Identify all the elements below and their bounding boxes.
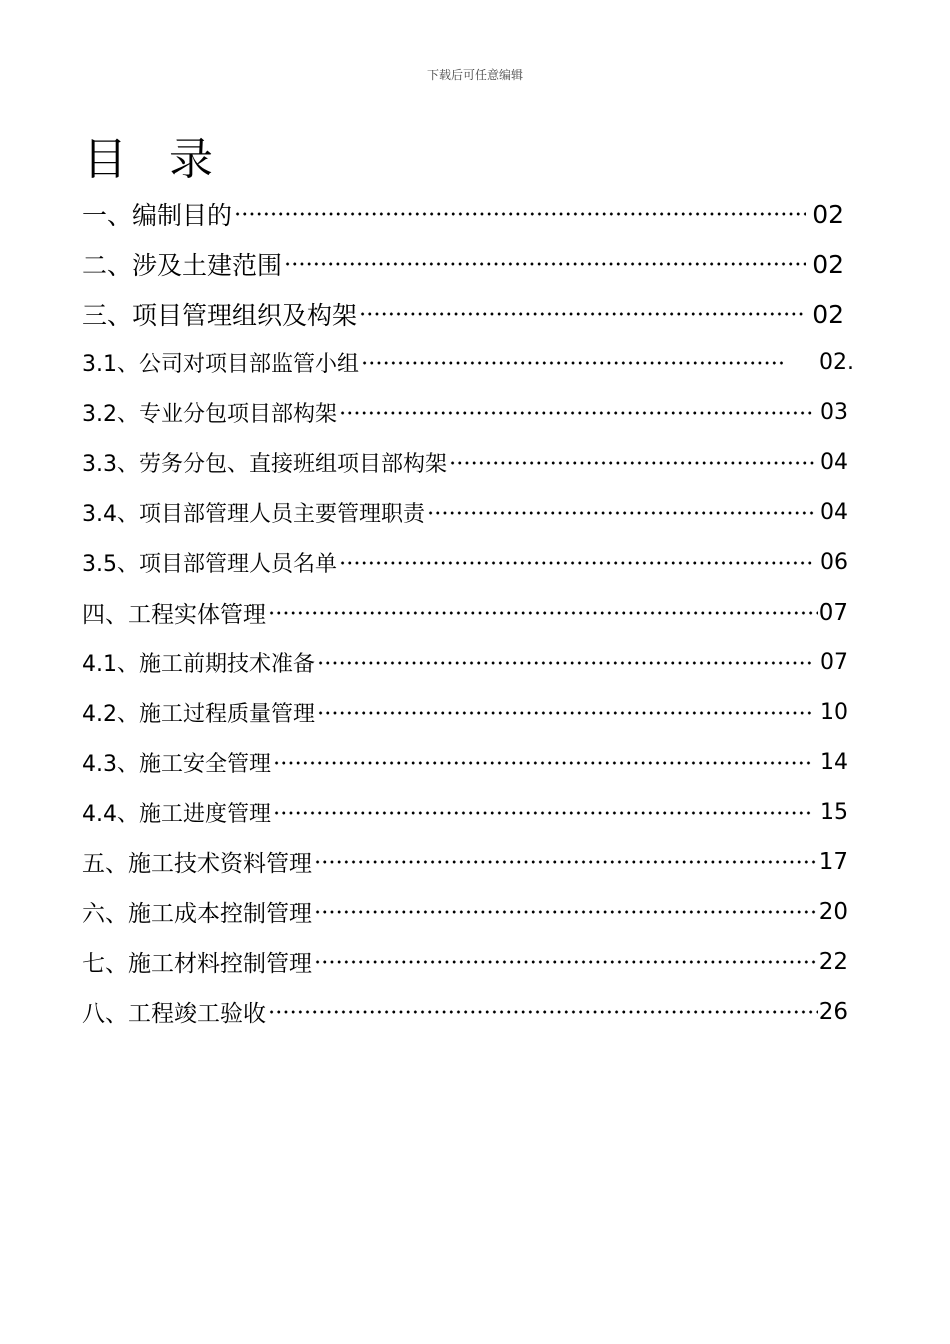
toc-entry-page: 17 bbox=[818, 848, 848, 875]
toc-entry-page: 02 bbox=[812, 199, 844, 229]
toc-entry bbox=[82, 895, 848, 928]
leader-dots bbox=[339, 561, 814, 565]
toc-entry-label: 4.3、施工安全管理 bbox=[82, 752, 271, 777]
leader-dots bbox=[268, 611, 818, 615]
toc-entry-label: 一、编制目的 bbox=[82, 201, 233, 230]
leader-dots bbox=[427, 511, 814, 515]
leader-dots bbox=[339, 411, 814, 415]
toc-entry-page: 06 bbox=[820, 550, 848, 575]
toc-entry-label: 七、施工材料控制管理 bbox=[82, 951, 312, 977]
toc-entry-page: 07 bbox=[820, 650, 848, 675]
toc-entry bbox=[82, 196, 844, 232]
toc-entry bbox=[82, 246, 844, 282]
toc-entry-page: 04 bbox=[820, 450, 848, 475]
toc-entry bbox=[82, 497, 848, 528]
toc-entry-page: 14 bbox=[820, 750, 848, 775]
toc-entry-label: 3.4、项目部管理人员主要管理职责 bbox=[82, 502, 425, 527]
toc-entry-label: 四、工程实体管理 bbox=[82, 602, 266, 628]
toc-entry bbox=[82, 397, 848, 428]
toc-entry bbox=[82, 447, 848, 478]
toc-entry bbox=[82, 647, 848, 678]
toc-entry-page: 22 bbox=[818, 948, 848, 975]
toc-entry-page: 15 bbox=[820, 800, 848, 825]
toc-entry-page: 07 bbox=[818, 599, 848, 626]
toc-entry-label: 4.2、施工过程质量管理 bbox=[82, 702, 315, 727]
toc-entry bbox=[82, 347, 854, 378]
toc-entry-page: 02. bbox=[819, 350, 854, 375]
toc-entry-page: 10 bbox=[820, 700, 848, 725]
leader-dots bbox=[317, 711, 814, 715]
toc-entry bbox=[82, 945, 848, 978]
toc-entry-label: 4.1、施工前期技术准备 bbox=[82, 652, 315, 677]
toc-entry bbox=[82, 747, 848, 778]
toc-entry bbox=[82, 296, 844, 332]
toc-entry-label: 3.5、项目部管理人员名单 bbox=[82, 552, 337, 577]
leader-dots bbox=[314, 860, 818, 864]
toc-entry-page: 02 bbox=[812, 249, 844, 279]
leader-dots bbox=[449, 461, 814, 465]
toc-entry-page: 26 bbox=[818, 998, 848, 1025]
toc-entry-label: 3.2、专业分包项目部构架 bbox=[82, 402, 337, 427]
leader-dots bbox=[359, 312, 806, 316]
toc-entry bbox=[82, 995, 848, 1028]
toc-entry-page: 02 bbox=[812, 299, 844, 329]
toc-entry bbox=[82, 845, 848, 878]
leader-dots bbox=[273, 811, 814, 815]
leader-dots bbox=[268, 1010, 818, 1014]
toc-entry bbox=[82, 697, 848, 728]
leader-dots bbox=[314, 960, 818, 964]
toc-entry-page: 03 bbox=[820, 400, 848, 425]
toc-entry-page: 20 bbox=[818, 898, 848, 925]
leader-dots bbox=[314, 910, 818, 914]
toc-entry-label: 八、工程竣工验收 bbox=[82, 1001, 266, 1027]
toc-title: 目 录 bbox=[83, 134, 227, 185]
leader-dots bbox=[234, 212, 806, 216]
leader-dots bbox=[273, 761, 814, 765]
toc-entry-label: 五、施工技术资料管理 bbox=[82, 851, 312, 877]
toc-entry-label: 3.1、公司对项目部监管小组 bbox=[82, 352, 359, 377]
leader-dots bbox=[361, 361, 783, 365]
leader-dots bbox=[317, 661, 814, 665]
header-note: 下载后可任意编辑 bbox=[426, 68, 523, 82]
toc-entry bbox=[82, 547, 848, 578]
toc-entry-label: 3.3、劳务分包、直接班组项目部构架 bbox=[82, 452, 447, 477]
toc-entry-label: 4.4、施工进度管理 bbox=[82, 802, 271, 827]
leader-dots bbox=[284, 262, 806, 266]
toc-entry bbox=[82, 797, 848, 828]
toc-entry-label: 三、项目管理组织及构架 bbox=[82, 301, 358, 330]
toc-entry-label: 六、施工成本控制管理 bbox=[82, 901, 312, 927]
toc-entry bbox=[82, 596, 848, 629]
toc-entry-page: 04 bbox=[820, 500, 848, 525]
toc-entry-label: 二、涉及土建范围 bbox=[82, 251, 283, 280]
